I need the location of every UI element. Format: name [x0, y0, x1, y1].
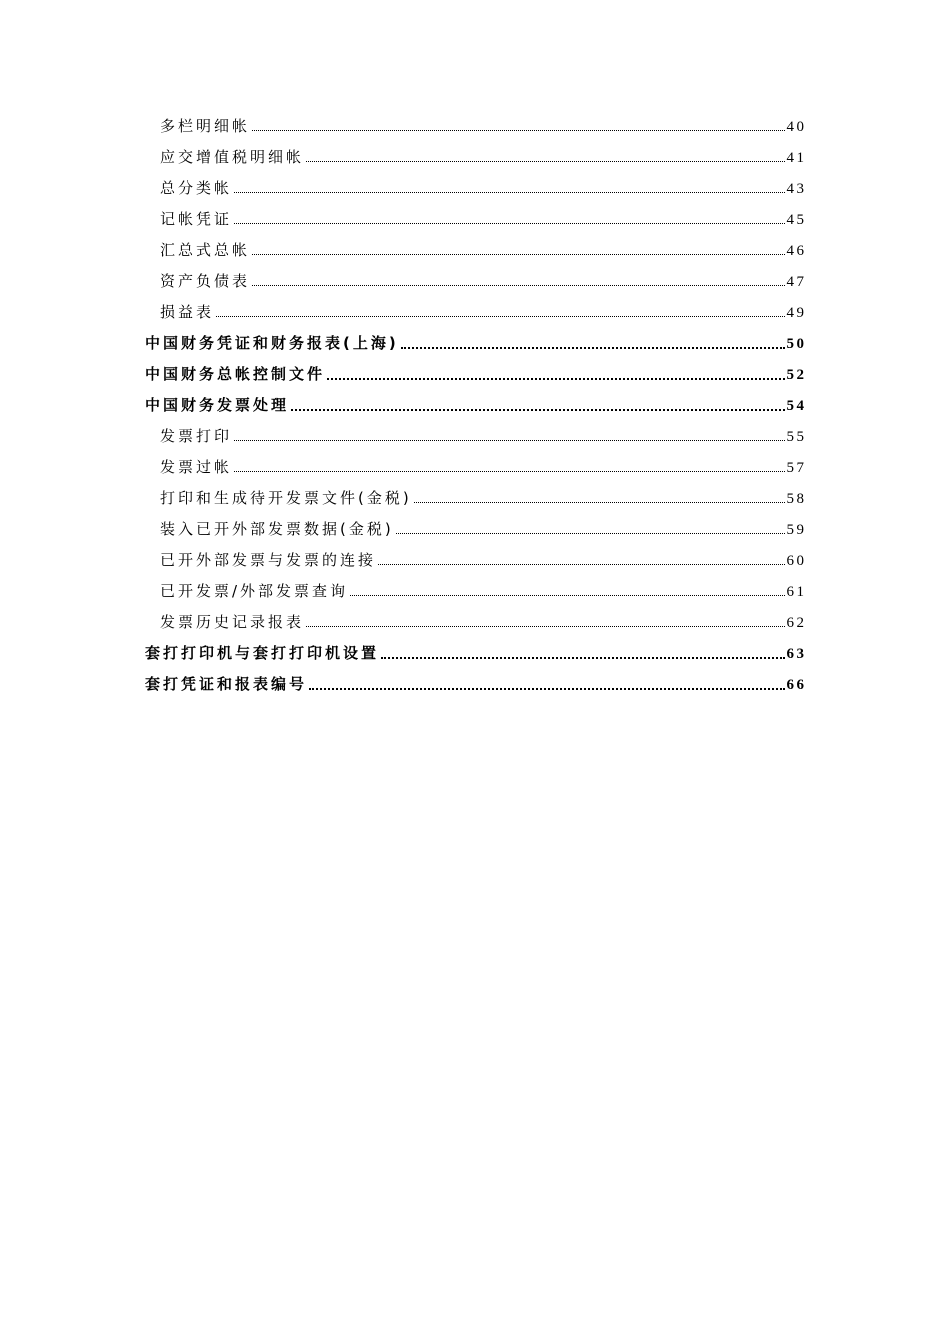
toc-page-number: 52 [786, 367, 807, 383]
toc-page-number: 63 [786, 646, 807, 662]
toc-entry[interactable] [0, 420, 950, 451]
toc-page-number: 46 [786, 243, 807, 259]
toc-page-number: 57 [786, 460, 807, 476]
toc-entry[interactable] [0, 296, 950, 327]
toc-dot-leader [252, 240, 784, 255]
toc-entry-title: 打印和生成待开发票文件(金税) [160, 489, 412, 507]
toc-entry-title: 发票过帐 [160, 458, 233, 476]
toc-page-number: 49 [786, 305, 807, 321]
toc-entry-title: 已开外部发票与发票的连接 [160, 551, 377, 569]
toc-entry-title: 已开发票/外部发票查询 [160, 582, 349, 600]
toc-dot-leader [234, 457, 784, 472]
toc-section-title: 中国财务发票处理 [145, 396, 290, 414]
toc-section-entry[interactable] [0, 389, 950, 420]
toc-entry[interactable] [0, 110, 950, 141]
toc-section-entry[interactable] [0, 668, 950, 699]
toc-entry[interactable] [0, 513, 950, 544]
toc-dot-leader [414, 488, 785, 503]
toc-dot-leader [306, 147, 784, 162]
toc-page-number: 50 [786, 336, 807, 352]
toc-dot-leader [350, 581, 784, 596]
toc-page-number: 66 [786, 677, 807, 693]
toc-dot-leader [396, 519, 785, 534]
toc-section-title: 套打打印机与套打打印机设置 [145, 644, 380, 662]
toc-page-number: 54 [786, 398, 807, 414]
toc-page-number: 61 [786, 584, 807, 600]
toc-dot-leader [401, 333, 785, 349]
toc-entry[interactable] [0, 172, 950, 203]
toc-page-number: 58 [786, 491, 807, 507]
toc-page-number: 45 [786, 212, 807, 228]
toc-section-entry[interactable] [0, 637, 950, 668]
toc-entry-title: 资产负债表 [160, 272, 251, 290]
toc-entry-title: 总分类帐 [160, 179, 233, 197]
toc-dot-leader [216, 302, 784, 317]
toc-page-number: 59 [786, 522, 807, 538]
toc-entry-title: 记帐凭证 [160, 210, 233, 228]
toc-dot-leader [234, 426, 784, 441]
toc-dot-leader [234, 178, 784, 193]
toc-entry[interactable] [0, 203, 950, 234]
toc-page-number: 55 [786, 429, 807, 445]
toc-entry[interactable] [0, 234, 950, 265]
toc-entry-title: 装入已开外部发票数据(金税) [160, 520, 394, 538]
toc-entry-title: 发票打印 [160, 427, 233, 445]
toc-dot-leader [252, 271, 784, 286]
toc-section-entry[interactable] [0, 327, 950, 358]
toc-entry[interactable] [0, 141, 950, 172]
toc-section-title: 中国财务总帐控制文件 [145, 365, 326, 383]
toc-section-entry[interactable] [0, 358, 950, 389]
toc-entry[interactable] [0, 544, 950, 575]
toc-page-number: 43 [786, 181, 807, 197]
toc-dot-leader [291, 395, 784, 411]
toc-entry-title: 发票历史记录报表 [160, 613, 305, 631]
toc-entry[interactable] [0, 265, 950, 296]
toc-dot-leader [306, 612, 784, 627]
toc-entry-title: 汇总式总帐 [160, 241, 251, 259]
toc-dot-leader [327, 364, 784, 380]
toc-page-number: 62 [786, 615, 807, 631]
toc-section-title: 中国财务凭证和财务报表(上海) [145, 334, 399, 352]
toc-entry[interactable] [0, 482, 950, 513]
toc-dot-leader [234, 209, 784, 224]
toc-dot-leader [381, 643, 784, 659]
toc-page-number: 40 [786, 119, 807, 135]
toc-dot-leader [378, 550, 784, 565]
toc-entry[interactable] [0, 606, 950, 637]
toc-page-number: 41 [786, 150, 807, 166]
table-of-contents [0, 110, 950, 699]
toc-entry-title: 多栏明细帐 [160, 117, 251, 135]
toc-dot-leader [309, 674, 784, 690]
toc-entry-title: 应交增值税明细帐 [160, 148, 305, 166]
toc-page-number: 47 [786, 274, 807, 290]
toc-entry[interactable] [0, 451, 950, 482]
toc-section-title: 套打凭证和报表编号 [145, 675, 308, 693]
toc-page-number: 60 [786, 553, 807, 569]
toc-entry-title: 损益表 [160, 303, 215, 321]
toc-dot-leader [252, 116, 784, 131]
toc-entry[interactable] [0, 575, 950, 606]
